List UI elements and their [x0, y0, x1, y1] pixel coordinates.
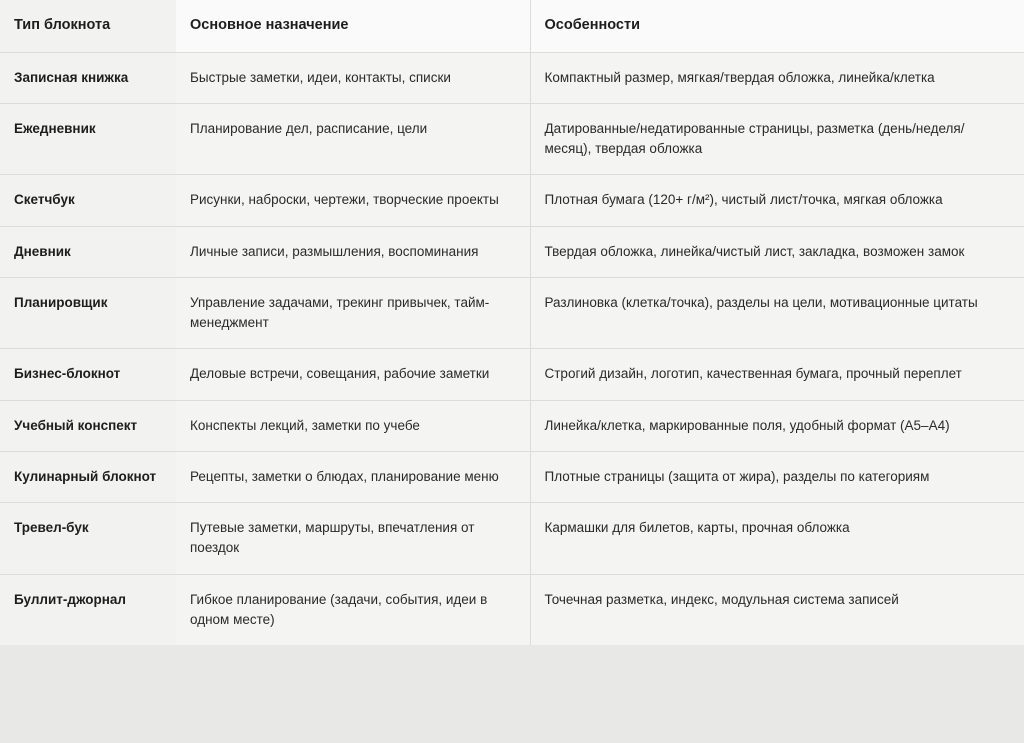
- cell-type: Ежедневник: [0, 103, 176, 175]
- cell-features: Датированные/недатированные страницы, разметка (день/неделя/месяц), твердая обложка: [530, 103, 1024, 175]
- cell-features: Плотные страницы (защита от жира), разделы по категориям: [530, 451, 1024, 502]
- cell-purpose: Рецепты, заметки о блюдах, планирование меню: [176, 451, 530, 502]
- cell-type: Скетчбук: [0, 175, 176, 226]
- cell-purpose: Конспекты лекций, заметки по учебе: [176, 400, 530, 451]
- cell-features: Точечная разметка, индекс, модульная система записей: [530, 574, 1024, 645]
- cell-purpose: Быстрые заметки, идеи, контакты, списки: [176, 52, 530, 103]
- cell-features: Плотная бумага (120+ г/м²), чистый лист/точка, мягкая обложка: [530, 175, 1024, 226]
- cell-features: Твердая обложка, линейка/чистый лист, закладка, возможен замок: [530, 226, 1024, 277]
- cell-purpose: Личные записи, размышления, воспоминания: [176, 226, 530, 277]
- table-row: [0, 574, 1024, 645]
- cell-purpose: Планирование дел, расписание, цели: [176, 103, 530, 175]
- cell-type: Буллит-джорнал: [0, 574, 176, 645]
- cell-features: Разлиновка (клетка/точка), разделы на цели, мотивационные цитаты: [530, 277, 1024, 349]
- table-row: [0, 103, 1024, 175]
- table-row: [0, 52, 1024, 103]
- table-header: [0, 0, 1024, 52]
- table-row: [0, 451, 1024, 502]
- cell-features: Кармашки для билетов, карты, прочная обложка: [530, 503, 1024, 575]
- table-row: [0, 503, 1024, 575]
- table-row: [0, 400, 1024, 451]
- table-row: [0, 277, 1024, 349]
- column-header-purpose: Основное назначение: [176, 0, 530, 52]
- cell-type: Планировщик: [0, 277, 176, 349]
- cell-purpose: Рисунки, наброски, чертежи, творческие проекты: [176, 175, 530, 226]
- cell-type: Записная книжка: [0, 52, 176, 103]
- table-row: [0, 226, 1024, 277]
- cell-features: Строгий дизайн, логотип, качественная бумага, прочный переплет: [530, 349, 1024, 400]
- cell-purpose: Деловые встречи, совещания, рабочие заметки: [176, 349, 530, 400]
- cell-type: Бизнес-блокнот: [0, 349, 176, 400]
- cell-features: Линейка/клетка, маркированные поля, удобный формат (А5–А4): [530, 400, 1024, 451]
- cell-type: Учебный конспект: [0, 400, 176, 451]
- table-body: [0, 52, 1024, 645]
- cell-purpose: Гибкое планирование (задачи, события, идеи в одном месте): [176, 574, 530, 645]
- table-row: [0, 349, 1024, 400]
- column-header-type: Тип блокнота: [0, 0, 176, 52]
- cell-purpose: Управление задачами, трекинг привычек, тайм-менеджмент: [176, 277, 530, 349]
- cell-purpose: Путевые заметки, маршруты, впечатления от поездок: [176, 503, 530, 575]
- column-header-features: Особенности: [530, 0, 1024, 52]
- cell-type: Тревел-бук: [0, 503, 176, 575]
- cell-type: Дневник: [0, 226, 176, 277]
- cell-features: Компактный размер, мягкая/твердая обложка, линейка/клетка: [530, 52, 1024, 103]
- table-header-row: [0, 0, 1024, 52]
- table-row: [0, 175, 1024, 226]
- cell-type: Кулинарный блокнот: [0, 451, 176, 502]
